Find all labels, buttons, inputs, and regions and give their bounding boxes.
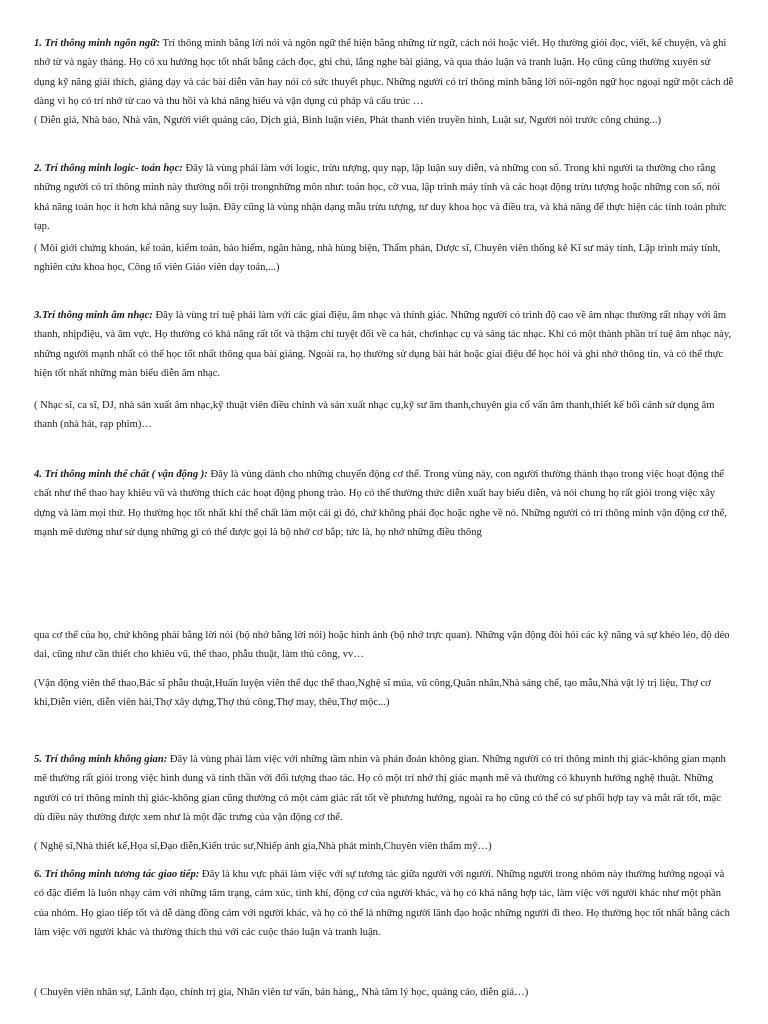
section-2-body: Đây là vùng phải làm với logic, trừu tượng, quy nạp, lập luận suy diễn, và những con số. Trong khi người ta thường cho rằng những người có trí thông minh này thường nổi trội trongnhững môn như: toán học, cờ vua, lập trình máy tính và các hoạt động trừu tượng hoặc những con số, nói khả năng toán học ít hơn khả năng suy luận. Đây cũng là vùng nhận dạng mẫu trừu tượng, tư duy khoa học và điều tra, và khả năng để thực hiện các tính toán phức tạp. [34, 163, 727, 232]
section-1-heading: 1. Trí thông minh ngôn ngữ: [34, 38, 161, 49]
section-1-careers: ( Diễn giả, Nhà báo, Nhà văn, Người viết quảng cáo, Dịch giả, Bình luận viên, Phát thanh viên truyền hình, Luật sư, Người nói trước công chúng...) [34, 115, 662, 126]
section-2-paragraph [34, 159, 734, 236]
section-4-continued: qua cơ thể của họ, chứ không phải bằng lời nói (bộ nhớ bằng lời nói) hoặc hình ảnh (bộ nhớ trực quan). Những vận động đòi hỏi các kỹ năng và sự khéo léo, độ dẻo dai, cũng như cần thiết cho khiêu vũ, thể thao, phẫu thuật, làm thủ công, vv… [34, 630, 730, 661]
section-6-paragraph [34, 865, 734, 942]
section-5-paragraph [34, 750, 734, 827]
section-3-body: Đây là vùng trí tuệ phải làm với các giai điệu, âm nhạc và thính giác. Những người có trình độ cao về âm nhạc thường rất nhạy với âm thanh, nhịpđiệu, và âm vực. Họ thường có khả năng rất tốt và thậm chí tuyệt đối về ca hát, chơinhạc cụ và sáng tác nhạc. Khi có một thành phần trí tuệ âm nhạc này, những người mạnh nhất có thể học tốt nhất thông qua bài giảng. Ngoài ra, họ thường sử dụng bài hát hoặc giai điệu để học hỏi và ghi nhớ thông tin, và có thể thực hiện tốt nhất những màn biểu diễn âm nhạc. [34, 310, 732, 379]
section-5-heading: 5. Trí thông minh không gian: [34, 754, 168, 765]
section-4-heading: 4. Trí thông minh thể chất ( vận động ): [34, 469, 208, 480]
section-5-careers: ( Nghệ sĩ,Nhà thiết kế,Họa sĩ,Đạo diễn,Kiến trúc sư,Nhiếp ảnh gia,Nhà phát minh,Chuyên viên thẩm mỹ…) [34, 841, 492, 852]
section-6-careers: ( Chuyên viên nhân sự, Lãnh đạo, chính trị gia, Nhân viên tư vấn, bán hàng,, Nhà tâm lý học, quảng cáo, diễn giả…) [34, 987, 529, 998]
section-6-body: Đây là khu vực phải làm việc với sự tương tác giữa người với người. Những người trong nhóm này thường hướng ngoại và có đặc điểm là luôn nhạy cảm với những tâm trạng, cảm xúc, tính khí, động cơ của người khác, và họ có khả năng hợp tác, làm việc với người khác như một phần của nhóm. Họ giao tiếp tốt và dễ dàng đồng cảm với người khác, và họ có thể là những người lãnh đạo hoặc những người đi theo. Họ thường học tốt nhất bằng cách làm việc với người khác và thường thích thú với các cuộc thảo luận và tranh luận. [34, 869, 730, 938]
section-3-paragraph [34, 306, 734, 383]
section-4-body: Đây là vùng dành cho những chuyển động cơ thể. Trong vùng này, con người thường thành thạo trong việc hoạt động thể chất như thể thao hay khiêu vũ và thường thích các hoạt động phong trào. Họ có thể thường thức diễn xuất hay biểu diễn, và nói chung họ rất giỏi trong việc xây dựng và làm mọi thứ. Họ thường học tốt nhất khi thể chất làm một cái gì đó, chứ không phải đọc hoặc nghe về nó. Những người có trí thông minh vận động cơ thể, mạnh mẽ dường như sử dụng những gì có thể được gọi là bộ nhớ cơ bắp; tức là, họ nhớ những điều thông [34, 469, 727, 538]
section-5-body: Đây là vùng phải làm việc với những tầm nhìn và phán đoán không gian. Những người có trí thông minh thị giác-không gian mạnh mẽ thường rất giỏi trong việc hình dung và tinh thần với đối tượng thao tác. Họ có một trí nhớ thị giác mạnh mẽ và thường có khuynh hướng nghệ thuật. Những người có trí thông minh thị giác-không gian cũng thường có một cảm giác rất tốt về phương hướng, ngoài ra họ cũng có thể có sự phối hợp tay và mắt rất tốt, mặc dù điều này thường được xem như là một đặc trưng của vận động cơ thể. [34, 754, 726, 823]
section-4-paragraph [34, 465, 734, 542]
section-4-careers: (Vận động viên thể thao,Bác sĩ phẫu thuật,Huấn luyện viên thể dục thể thao,Nghệ sĩ múa, vũ công,Quân nhân,Nhà sáng chế, tạo mẫu,Nhà vật lý trị liệu, Thợ cơ khí,Diễn viên, diễn viên hài,Thợ xây dựng,Thợ thủ công,Thợ may, thêu,Thợ mộc...) [34, 678, 711, 709]
section-1-body: Trí thông minh bằng lời nói và ngôn ngữ thể hiện bằng những từ ngữ, cách nói hoặc viết. Họ thường giỏi đọc, viết, kể chuyện, và ghi nhớ từ và ngày tháng. Họ có xu hướng học tốt nhất bằng cách đọc, ghi chú, lắng nghe bài giảng, và qua thảo luận và tranh luận. Họ cũng cũng thường xuyên sử dụng kỹ năng giải thích, giảng dạy và các bài diễn văn hay nói có sức thuyết phục. Những người có trí thông minh bằng lời nói-ngôn ngữ học ngoại ngữ một cách dễ dàng vì họ có trí nhớ từ cao và thu hồi và khả năng hiểu và vận dụng cú pháp và cấu trúc … [34, 38, 734, 107]
section-1-paragraph [34, 34, 734, 111]
section-2-careers: ( Môi giới chứng khoán, kế toán, kiểm toán, bảo hiểm, ngân hàng, nhà hùng biện, Thẩm phán, Dược sĩ, Chuyên viên thống kê Kĩ sư máy tính, Lập trình máy tính, nghiên cứu khoa học, Công tố viên Giáo viên dạy toán,...) [34, 243, 721, 274]
section-3-careers: ( Nhạc sĩ, ca sĩ, DJ, nhà sản xuất âm nhạc,kỹ thuật viên điều chỉnh và sản xuất nhạc cụ,kỹ sư âm thanh,chuyên gia cố vấn âm thanh,thiết kế bối cảnh sử dụng âm thanh (nhà hát, rạp phim)… [34, 400, 715, 431]
section-3-heading: 3.Trí thông minh âm nhạc: [34, 310, 153, 321]
section-6-heading: 6. Trí thông minh tương tác giao tiếp: [34, 869, 200, 880]
section-2-heading: 2. Trí thông minh logic- toán học: [34, 163, 183, 174]
